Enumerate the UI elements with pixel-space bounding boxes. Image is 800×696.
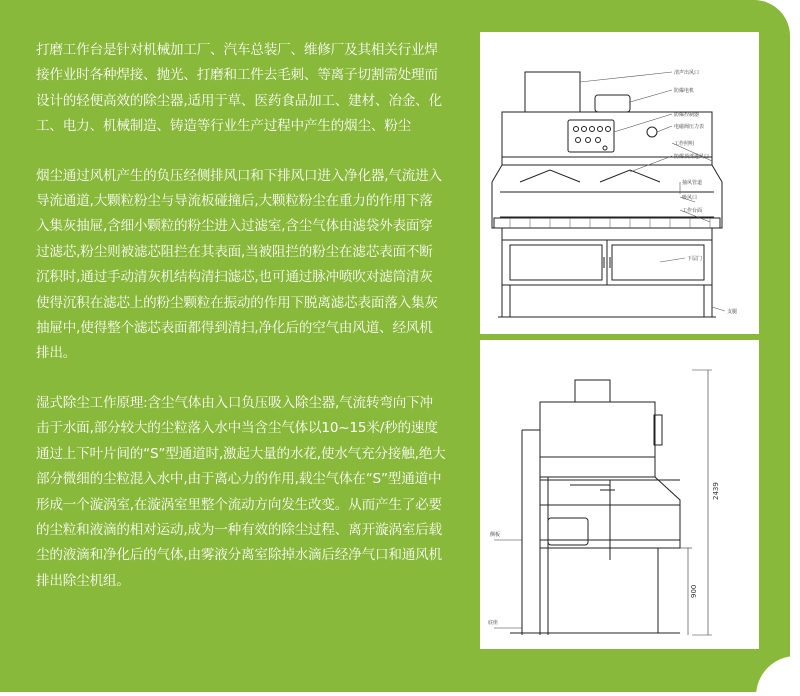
callout-controller: 防爆控制器 <box>674 112 700 118</box>
side-view-svg <box>480 340 759 649</box>
callout-legs: 支腿 <box>727 309 738 315</box>
front-view-drawing <box>480 32 759 334</box>
front-view-svg <box>480 32 759 334</box>
paragraph-wet-principle: 湿式除尘工作原理:含尘气体由入口负压吸入除尘器,气流转弯向下冲击于水面,部分较大的尘粒落入水中当含尘气体以10~15米/秒的速度通过上下叶片间的“S”型通道时,激起大量的水花,使水气充分接触,绝大部分微细的尘粒混入水中,由于离心力的作用,载尘气体在“S”型通道中形成一个漩涡室,在漩涡室里整个流动方向发生改变。从而产生了必要的尘粒和液滴的相对运动,成为一种有效的除尘过程、离开漩涡室后载尘的液滴和净化后的气体,由雾液分离室除掉水滴后经净气口和通风机排出除尘机组。 <box>36 394 446 589</box>
callout-top-inlet: 防爆顶部进风口 <box>674 154 710 160</box>
callout-gauge: 电磁阀压力表 <box>674 124 705 130</box>
callout-duct: 抽风管道 <box>682 180 703 186</box>
callout-side-panel: 侧板 <box>490 532 501 538</box>
callout-suction: 吸风口 <box>682 195 698 201</box>
callout-motor: 防爆电机 <box>674 88 695 94</box>
dim-table-height: 900 <box>690 584 698 598</box>
paragraph-dry-principle: 烟尘通过风机产生的负压经侧排风口和下排风口进入净化器,气流进入导流通道,大颗粒粉尘与导流板碰撞后,大颗粒粉尘在重力的作用下落入集灰抽屉,含细小颗粒的粉尘进入过滤室,含尘气体由滤袋外表面穿过滤芯,粉尘则被滤芯阻拦在其表面,当被阻拦的粉尘在滤芯表面不断沉积时,通过手动清灰机结构清扫滤芯,也可通过脉冲喷吹对滤筒清灰使得沉积在滤芯上的粉尘颗粒在振动的作用下脱离滤芯表面落入集灰抽屉中,使得整个滤芯表面都得到清扫,净化后的空气由风道、经风机排出。 <box>36 167 442 362</box>
dim-total-height: 2439 <box>712 482 720 500</box>
callout-exhaust: 清声出风口 <box>674 70 700 76</box>
paragraph-intro: 打磨工作台是针对机械加工厂、汽车总装厂、维修厂及其相关行业焊接作业时各种焊接、抛光、打磨和工件去毛刺、等离子切割需处理而设计的轻便高效的除尘器,适用于草、医药食品加工、建材、冶金、化工、电力、机械制造、铸造等行业生产过程中产生的烟尘、粉尘 <box>36 42 442 135</box>
side-view-drawing <box>480 340 759 649</box>
callout-light: 工作照明 <box>674 141 695 147</box>
description-column <box>36 38 446 618</box>
callout-worktop: 工作台面 <box>682 208 703 214</box>
callout-lower-door: 下层门 <box>687 256 703 262</box>
callout-base: 底座 <box>488 620 499 626</box>
